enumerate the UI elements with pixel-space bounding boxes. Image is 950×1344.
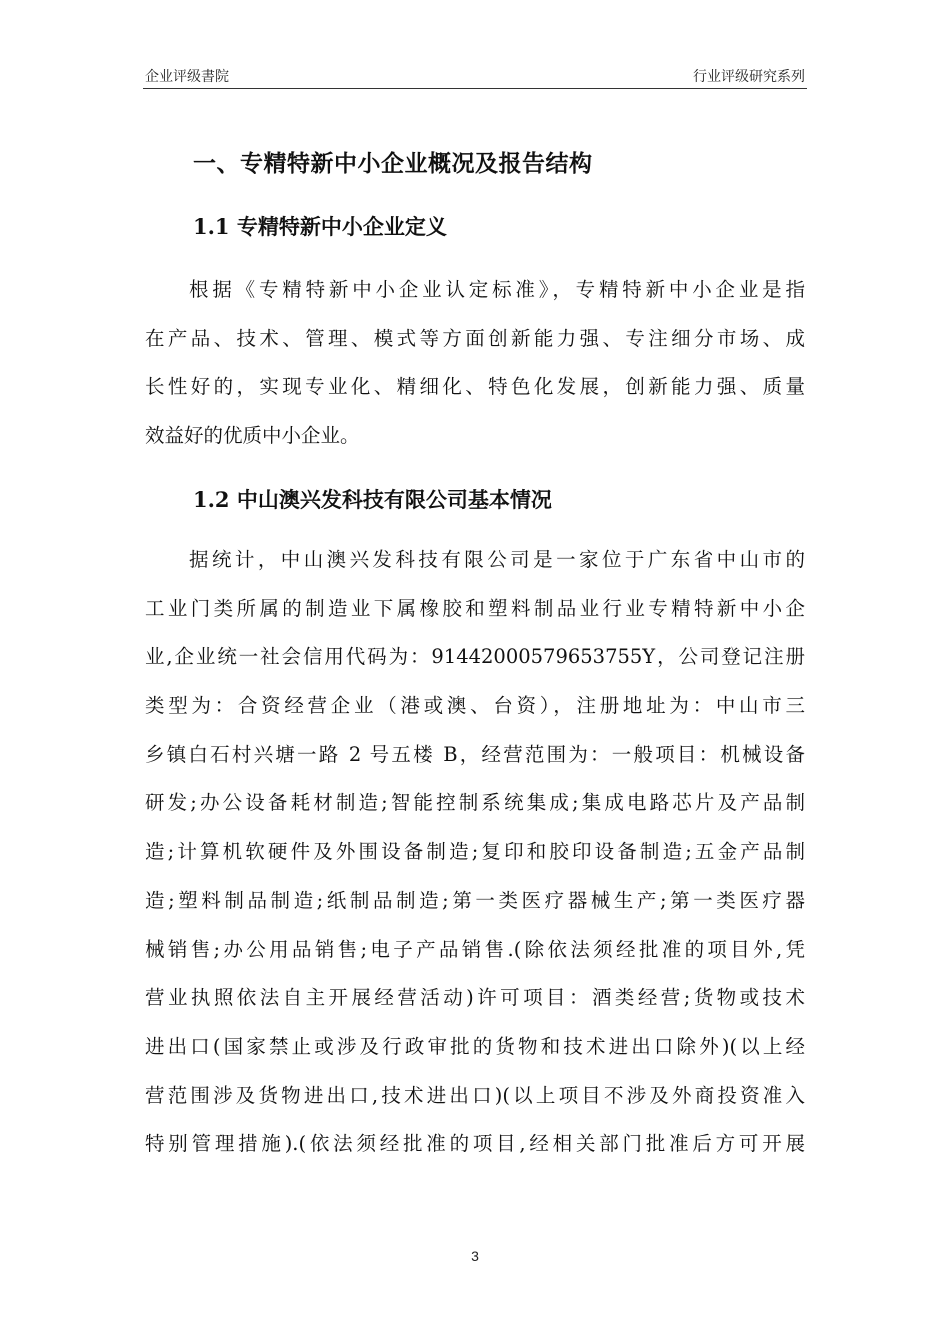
- paragraph-line: 进出口(国家禁止或涉及行政审批的货物和技术进出口除外)(以上经: [145, 1034, 805, 1058]
- header-divider: [143, 88, 807, 89]
- section-title: 一、专精特新中小企业概况及报告结构: [193, 151, 593, 177]
- header-left-text: 企业评级書院: [145, 69, 229, 85]
- paragraph-line: 营范围涉及货物进出口,技术进出口)(以上项目不涉及外商投资准入: [145, 1083, 805, 1107]
- paragraph-line: 研发;办公设备耗材制造;智能控制系统集成;集成电路芯片及产品制: [145, 791, 805, 815]
- paragraph-line: 工业门类所属的制造业下属橡胶和塑料制品业行业专精特新中小企: [145, 596, 805, 620]
- subsection-2-paragraph: [145, 536, 805, 1169]
- paragraph-line: 在产品、技术、管理、模式等方面创新能力强、专注细分市场、成: [145, 326, 805, 350]
- paragraph-line: 根据《专精特新中小企业认定标准》，专精特新中小企业是指: [189, 278, 805, 301]
- paragraph-line: 造;计算机软硬件及外围设备制造;复印和胶印设备制造;五金产品制: [145, 840, 805, 864]
- page-number: 3: [471, 1248, 479, 1264]
- paragraph-line: 特别管理措施).(依法须经批准的项目,经相关部门批准后方可开展: [145, 1132, 805, 1156]
- paragraph-line: 类型为：合资经营企业（港或澳、台资），注册地址为：中山市三: [145, 694, 805, 718]
- subsection-2-title: 1.2 中山澳兴发科技有限公司基本情况: [193, 487, 552, 512]
- subsection-1-title: 1.1 专精特新中小企业定义: [193, 214, 447, 239]
- subsection-1-paragraph: [145, 266, 805, 461]
- paragraph-line: 营业执照依法自主开展经营活动)许可项目：酒类经营;货物或技术: [145, 986, 805, 1010]
- paragraph-line: 造;塑料制品制造;纸制品制造;第一类医疗器械生产;第一类医疗器: [145, 888, 805, 912]
- paragraph-line: 乡镇白石村兴塘一路 2 号五楼 B，经营范围为：一般项目：机械设备: [145, 742, 805, 766]
- paragraph-line: 长性好的，实现专业化、精细化、特色化发展，创新能力强、质量: [145, 375, 805, 399]
- header-right-text: 行业评级研究系列: [693, 69, 805, 85]
- paragraph-line: 据统计，中山澳兴发科技有限公司是一家位于广东省中山市的: [189, 548, 805, 571]
- paragraph-line: 效益好的优质中小企业。: [145, 424, 360, 448]
- paragraph-line: 械销售;办公用品销售;电子产品销售.(除依法须经批准的项目外,凭: [145, 937, 805, 961]
- paragraph-line: 业,企业统一社会信用代码为：91442000579653755Y，公司登记注册: [145, 645, 805, 669]
